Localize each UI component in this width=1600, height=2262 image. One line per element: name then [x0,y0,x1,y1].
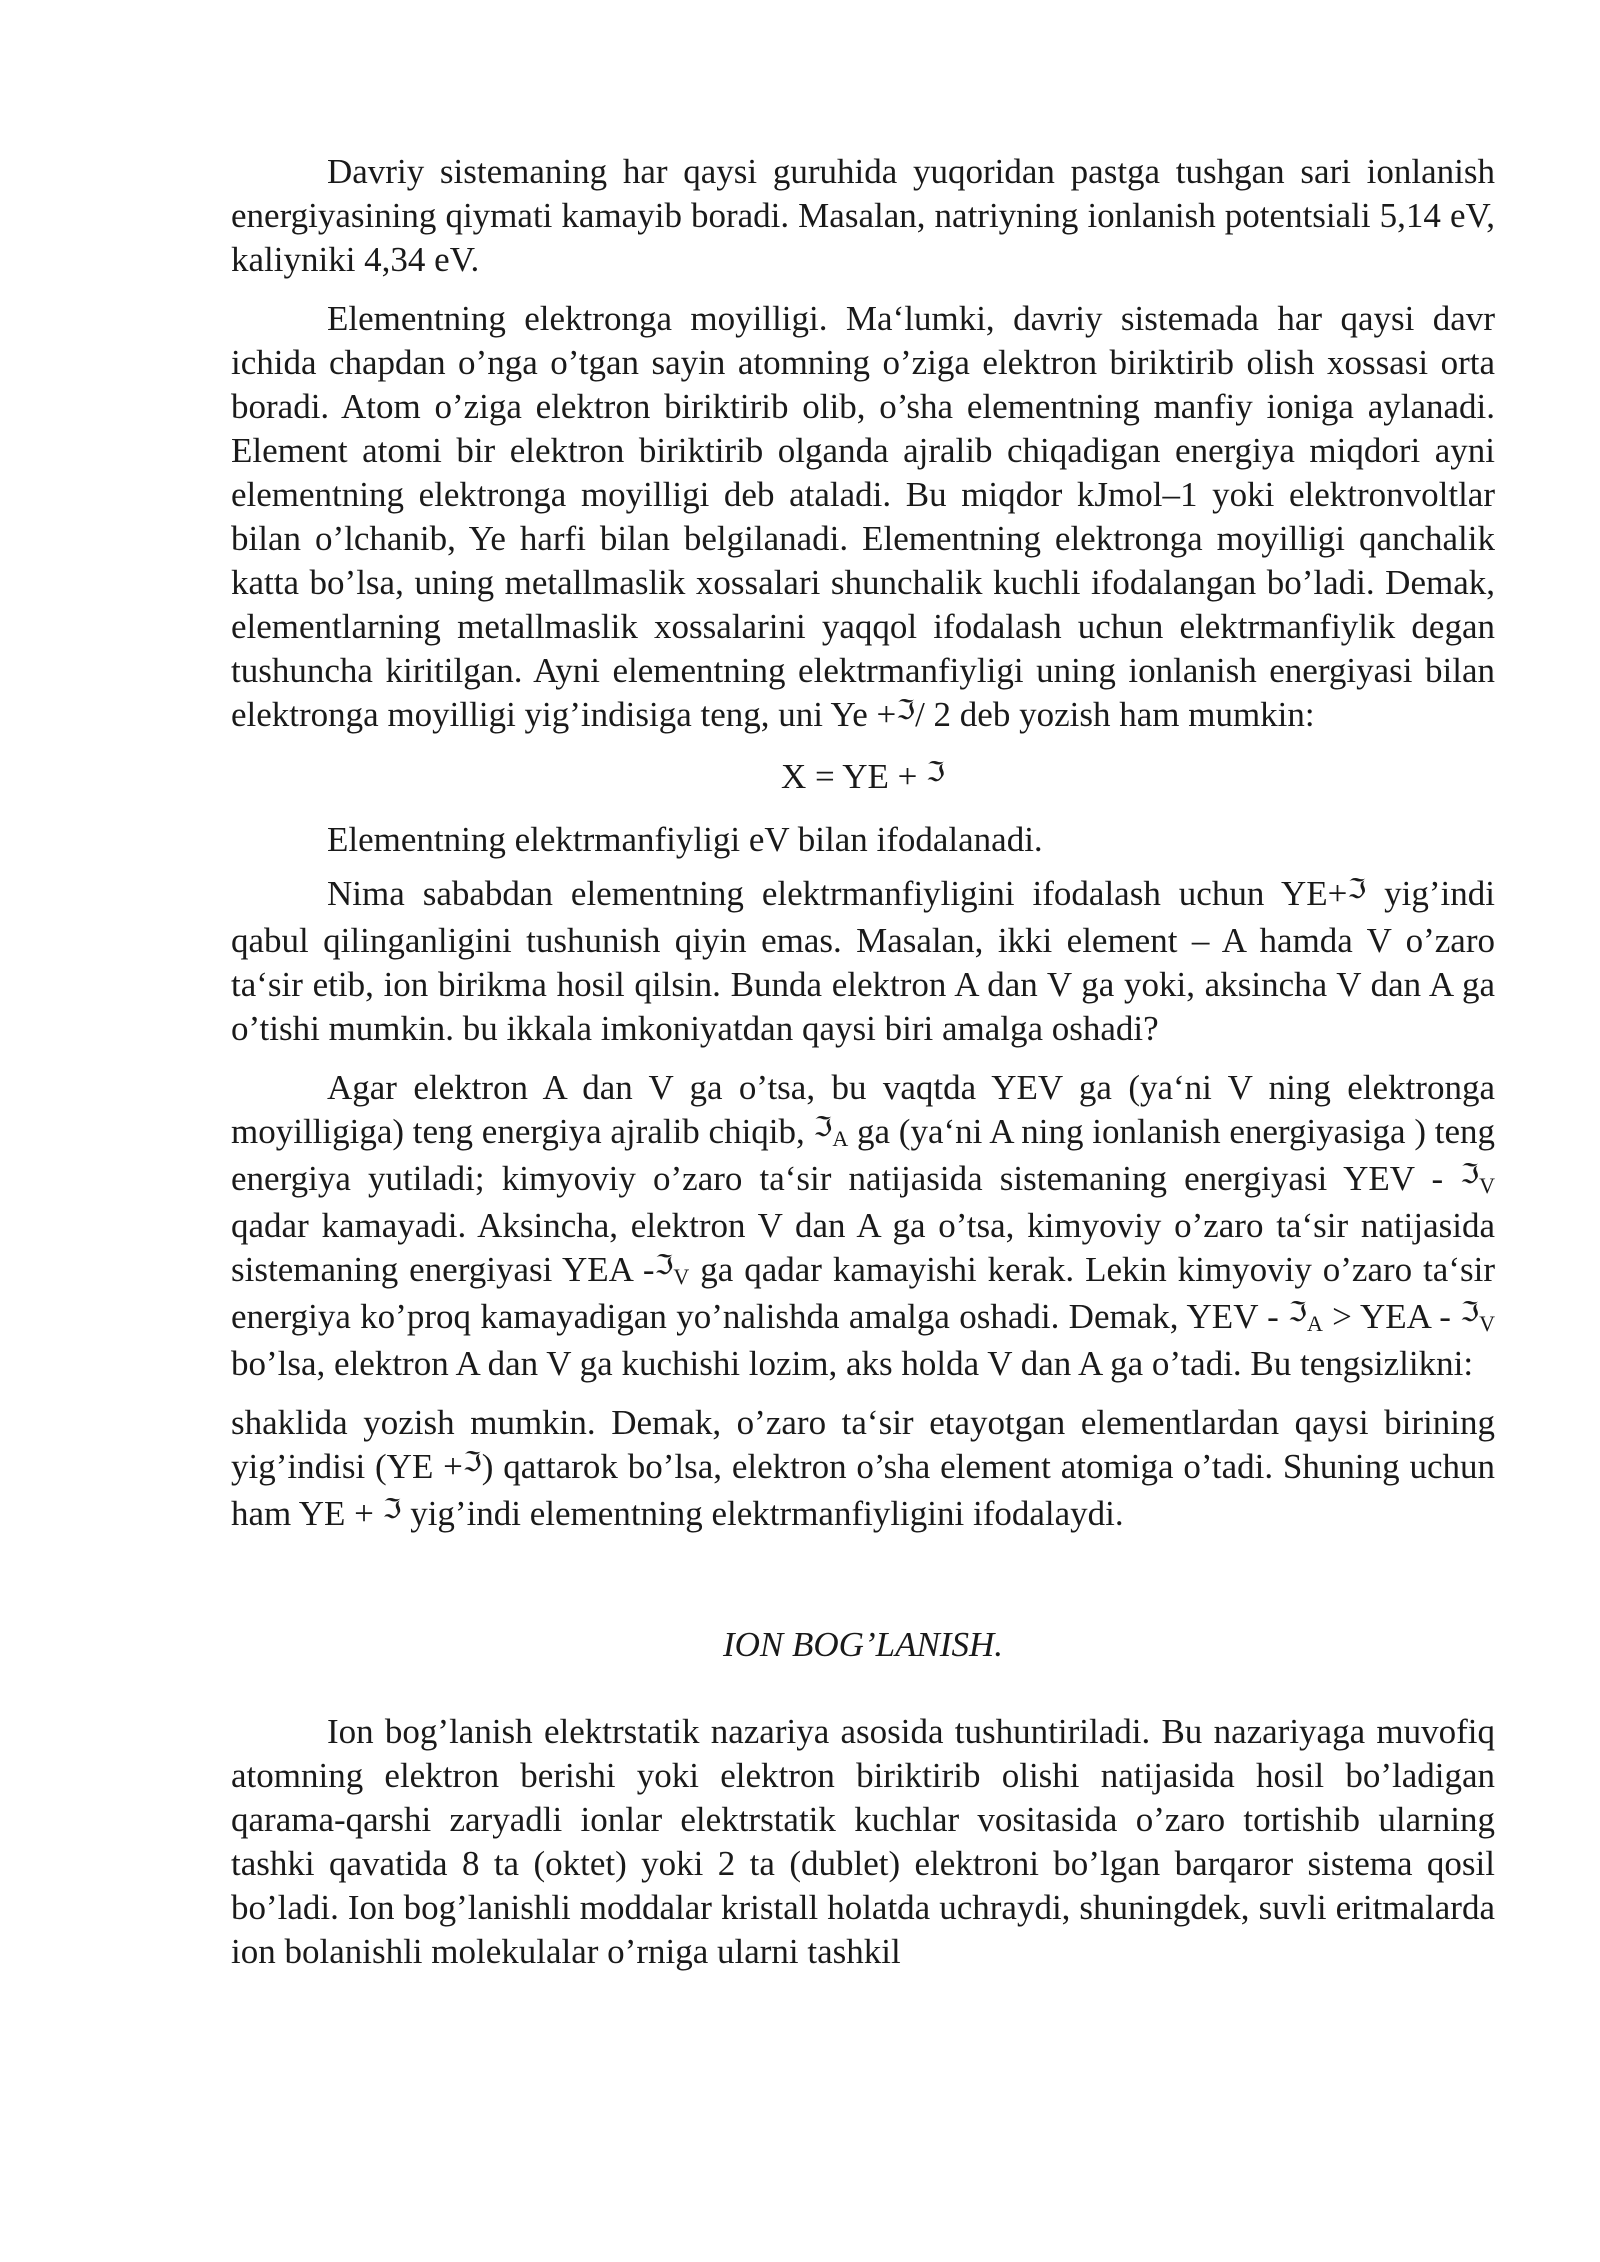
subscript: V [673,1264,690,1289]
paragraph-ionic-bond: Ion bog’lanish elektrstatik nazariya asosida tushuntiriladi. Bu nazariyaga muvofiq atomning elektron berishi yoki elektron biriktirib olishi natijasida hosil bo’ladigan qarama-qarshi zaryadli ionlar elektrstatik kuchlar vositasida o’zaro tortishib ularning tashki qavatida 8 ta (oktet) yoki 2 ta (dublet) elektroni bo’lgan barqaror sistema qosil bo’ladi. Ion bog’lanishli moddalar kristall holatda uchraydi, shuningdek, suvli eritmalarda ion bolanishli molekulalar o’rniga ularni tashkil [231,1712,1495,1971]
section-heading-ionic-bond: ION BOG’LANISH. [723,1625,1003,1664]
ionization-energy-symbol: ℑ [926,757,945,788]
ionization-energy-symbol: ℑ [1460,1297,1480,1328]
paragraph-why-sum: Nima sababdan elementning elektrmanfiyligini ifodalash uchun YE+$^ℑ$ yig’indi qabul qilinganligini tushunish qiyin emas. Masalan, ikki element – A hamda V o’zaro ta‘sir etib, ion birikma hosil qilsin. Bunda elektron A dan V ga yoki, aksincha V dan A ga o’tishi mumkin. bu ikkala imkoniyatdan qaysi biri amalga oshadi? [231,874,1495,1048]
ionization-energy-symbol: ℑ [462,1447,482,1478]
ionization-energy-symbol: ℑ [1347,874,1367,905]
subscript: V [1479,1173,1495,1198]
paragraph-conclusion: shaklida yozish mumkin. Demak, o’zaro ta‘sir etayotgan elementlardan qaysi birining yig’indisi (YE +$^ℑ$) qattarok bo’lsa, elektron o’sha element atomiga o’tadi. Shuning uchun ham YE + $^ℑ$ yig’indi elementning elektrmanfiyligini ifodalaydi. [231,1403,1495,1533]
ionization-energy-symbol: ℑ [382,1494,402,1525]
subscript: V [1479,1311,1495,1336]
paragraph-electron-transfer: Agar elektron A dan V ga o’tsa, bu vaqtda YEV ga (ya‘ni V ning elektronga moyilligiga) teng energiya ajralib chiqib, $^ℑ_A$ ga (ya‘ni A ning ionlanish energiyasiga ) teng energiya yutiladi; kimyoviy o’zaro ta‘sir natijasida sistemaning energiyasi YEV - $^ℑ_V$ qadar kamayadi. Aksincha, elektron V dan A ga o’tsa, kimyoviy o’zaro ta‘sir natijasida sistemaning energiyasi YEA -$^ℑ_V$ ga qadar kamayishi kerak. Lekin kimyoviy o’zaro ta‘sir energiya ko’proq kamayadigan yo’nalishda amalga oshadi. Demak, YEV - $^ℑ_A$ > YEA - $^ℑ_V$ bo’lsa, elektron A dan V ga kuchishi lozim, aks holda V dan A ga o’tadi. Bu tengsizlikni: [231,1068,1495,1383]
document-page [231,150,1495,1989]
ionization-energy-symbol: ℑ [654,1250,674,1281]
ionization-energy-symbol: ℑ [813,1112,833,1143]
paragraph-ionization-trend: Davriy sistemaning har qaysi guruhida yuqoridan pastga tushgan sari ionlanish energiyasining qiymati kamayib boradi. Masalan, natriyning ionlanish potentsiali 5,14 eV, kaliyniki 4,34 eV. [231,152,1495,279]
electronegativity-formula: X = YE + $^ℑ$ [781,757,945,796]
paragraph-electron-affinity: Elementning elektronga moyilligi. Ma‘lumki, davriy sistemada har qaysi davr ichida chapdan o’nga o’tgan sayin atomning o’ziga elektron biriktirib olish xossasi orta boradi. Atom o’ziga elektron biriktirib olib, o’sha elementning manfiy ioniga aylanadi. Element atomi bir elektron biriktirib olganda ajralib chiqadigan energiya miqdori ayni elementning elektronga moyilligi deb ataladi. Bu miqdor kJmol–1 yoki elektronvoltlar bilan o’lchanib, Ye harfi bilan belgilanadi. Elementning elektronga moyilligi qanchalik katta bo’lsa, uning metallmaslik xossalari shunchalik kuchli ifodalangan bo’ladi. Demak, elementlarning metallmaslik xossalarini yaqqol ifodalash uchun elektrmanfiylik degan tushuncha kiritilgan. Ayni elementning elektrmanfiyligi uning ionlanish energiyasi bilan elektronga moyilligi yig’indisiga teng, uni Ye +$^ℑ$/ 2 deb yozish ham mumkin: [231,299,1495,734]
paragraph-units: Elementning elektrmanfiyligi eV bilan ifodalanadi. [327,820,1043,859]
ionization-energy-symbol: ℑ [1460,1159,1480,1190]
ionization-energy-symbol: ℑ [896,695,916,726]
ionization-energy-symbol: ℑ [1288,1297,1307,1328]
subscript: A [832,1126,849,1151]
subscript: A [1306,1311,1323,1336]
